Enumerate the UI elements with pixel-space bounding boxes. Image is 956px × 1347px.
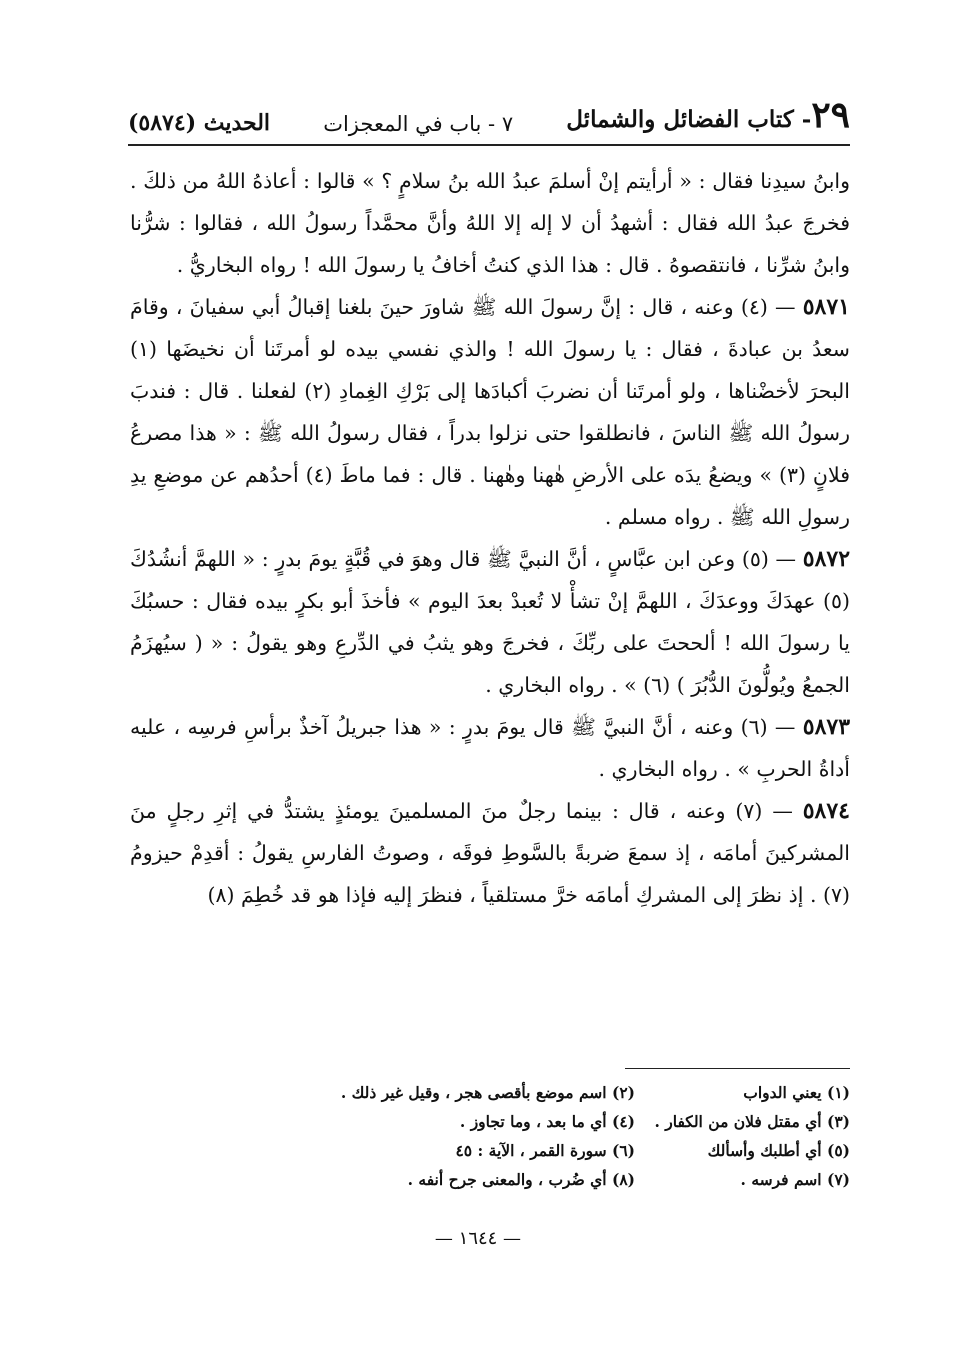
paragraph	[130, 160, 850, 286]
paragraph-text: وابنُ سيدِنا فقال : « أرأيتم إنْ أسلمَ عبدُ الله بنُ سلامٍ ؟ » قالوا : أعاذهُ اللهُ من ذلكَ . فخرجَ عبدُ الله فقال : أشهدُ أن لا إله إلا اللهُ وأنَّ محمَّداً رسولُ الله ، فقالوا : شرُّنا وابنُ شرِّنا ، فانتقصوهُ . قال : هذا الذي كنتُ أخافُ يا رسولَ الله ! رواه البخاريُّ .	[130, 169, 850, 277]
paragraph-text: — (٧) وعنه ، قال : بينما رجلٌ منَ المسلمينَ يومئذٍ يشتدُّ في إثرِ رجلٍ منَ المشركينَ أمامَه ، إذ سمعَ ضربةً بالسَّوطِ فوقَه ، وصوتُ الفارسِ يقولُ : أقدِمْ حيزومُ (٧) . إذ نظرَ إلى المشركِ أمامَه خرَّ مستلقياً ، فنظرَ إليه فإذا هو قد خُطِمَ (٨)	[130, 799, 850, 907]
chapter-title: ٧ - باب في المعجزات	[323, 112, 514, 136]
hadith-number: ٥٨٧٣	[802, 714, 851, 740]
hadith-paragraph	[130, 286, 850, 538]
footnote: (٥) أي أطلبك وأسألك	[707, 1141, 850, 1160]
footnote-divider	[625, 1068, 850, 1069]
footnote: (٧) اسم فرسه .	[740, 1170, 850, 1189]
page-header	[128, 92, 850, 146]
paragraph-text: — (٤) وعنه ، قال : إنَّ رسولَ الله ﷺ شاورَ حينَ بلغنا إقبالُ أبي سفيانَ ، وقامَ سعدُ بن عبادةَ ، فقال : يا رسولَ الله ! والذي نفسي بيده لو أمرتَنا أن نخيضَها (١) البحرَ لأخضْناها ، ولو أمرتَنا أن نضربَ أكبادَها إلى بَرْكِ الغِمادِ (٢) لفعلنا . قال : فندبَ رسولُ الله ﷺ الناسَ ، فانطلقوا حتى نزلوا بدراً ، فقال رسولُ الله ﷺ : « هذا مصرعُ فلانٍ (٣) » ويضعُ يدَه على الأرضِ هٰهنا وهٰهنا . قال : فما ماطَ (٤) أحدُهم عن موضعِ يدِ رسولِ الله ﷺ . رواه مسلم .	[130, 295, 851, 529]
hadith-paragraph	[130, 790, 850, 916]
footnote: (١) يعني الدواب	[743, 1083, 850, 1102]
footnote: (٣) أي مقتل فلان من الكفار .	[654, 1112, 850, 1131]
footnote: (٨) أي ضُرب ، والمعنى جرح أنفه .	[407, 1170, 635, 1189]
footnote-row	[130, 1107, 850, 1136]
main-text	[130, 160, 850, 916]
footnote-row	[130, 1165, 850, 1194]
hadith-number: ٥٨٧٢	[802, 546, 851, 572]
book-number: ٢٩	[811, 94, 850, 136]
hadith-paragraph	[130, 706, 850, 790]
footnote: (٢) اسم موضع بأقصى هجر ، وقيل غير ذلك .	[340, 1083, 635, 1102]
book-title	[566, 94, 850, 136]
hadith-range: الحديث (٥٨٧٤)	[128, 110, 271, 136]
book-title-text: - كتاب الفضائل والشمائل	[566, 106, 812, 133]
page-number: — ١٦٤٤ —	[434, 1228, 522, 1249]
footnote-row	[130, 1136, 850, 1165]
footnotes	[130, 1078, 850, 1194]
paragraph-text: — (٥) وعن ابن عبَّاسٍ ، أنَّ النبيَّ ﷺ قال وهوَ في قُبَّةٍ يومَ بدرٍ : « اللهمَّ أنشُدُكَ (٥) عهدَكَ ووعدَكَ ، اللهمَّ إنْ تشأْ لا تُعبدْ بعدَ اليوم » فأخذَ أبو بكرٍ بيده فقال : حسبُكَ يا رسولَ الله ! ألححتَ على ربِّكَ ، فخرجَ وهو يثبُ في الدِّرعِ وهو يقولُ : « ( سيُهزَمُ الجمعُ ويُولُّونَ الدُّبُرَ ) (٦) » . رواه البخاري .	[130, 547, 850, 697]
paragraph-text: — (٦) وعنه ، أنَّ النبيَّ ﷺ قال يومَ بدرٍ : « هذا جبريلُ آخذٌ برأسِ فرسِه ، عليه أداةُ الحربِ » . رواه البخاري .	[130, 715, 850, 781]
hadith-number: ٥٨٧١	[802, 294, 850, 320]
hadith-paragraph	[130, 538, 850, 706]
footnote: (٤) أي ما بعد ، وما تجاوز .	[459, 1112, 635, 1131]
hadith-number: ٥٨٧٤	[802, 798, 850, 824]
footnote: (٦) سورة القمر ، الآية : ٤٥	[455, 1141, 635, 1160]
footnote-row	[130, 1078, 850, 1107]
